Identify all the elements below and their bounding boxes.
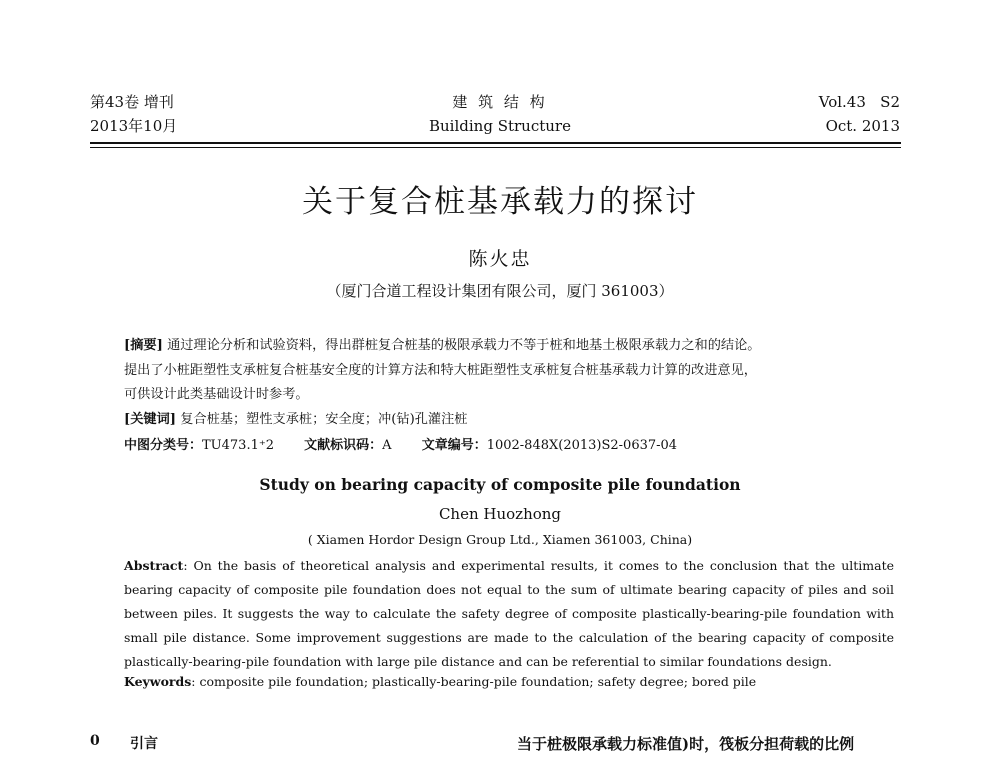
journal-volume-cn: 第43卷 增刊 xyxy=(90,93,174,111)
section-number: 0 xyxy=(90,733,100,749)
section-title: 引言 xyxy=(130,736,158,752)
paper-title-cn: 关于复合桩基承载力的探讨 xyxy=(302,184,698,220)
abstract-cn-line-1 xyxy=(124,334,904,359)
clc-value: TU473.1⁺2 xyxy=(202,438,274,453)
journal-date-en: Oct. 2013 xyxy=(825,117,900,135)
journal-volume-en: Vol.43 S2 xyxy=(818,93,900,111)
header-rule-thin xyxy=(90,147,901,148)
author-en: Chen Huozhong xyxy=(438,505,562,523)
keywords-cn xyxy=(124,408,904,433)
abstract-cn-label: [摘要] xyxy=(124,338,163,353)
abstract-cn-line-2: 提出了小桩距塑性支承桩复合桩基安全度的计算方法和特大桩距塑性支承桩复合桩基承载力计算的改进意见， xyxy=(124,362,757,378)
doc-code-value: A xyxy=(382,438,392,453)
journal-date-cn: 2013年10月 xyxy=(90,117,178,135)
author-cn: 陈火忠 xyxy=(468,248,532,270)
abstract-cn xyxy=(124,334,904,432)
abstract-cn-text-1: 通过理论分析和试验资料，得出群桩复合桩基的极限承载力不等于桩和地基土极限承载力之和的结论。 xyxy=(167,338,761,353)
header-rule-thick xyxy=(90,142,901,144)
abstract-cn-line-3: 可供设计此类基础设计时参考。 xyxy=(124,387,309,402)
keywords-en xyxy=(124,674,756,689)
journal-name-cn: 建 筑 结 构 xyxy=(452,93,548,111)
article-no-value: 1002-848X(2013)S2-0637-04 xyxy=(486,438,678,453)
body-text-line: 当于桩极限承载力标准值)时，筏板分担荷载的比例 xyxy=(517,735,855,753)
clc-label: 中图分类号： xyxy=(124,438,203,453)
abstract-en xyxy=(124,554,894,674)
abstract-en-label: Abstract xyxy=(124,558,184,573)
keywords-en-label: Keywords xyxy=(124,674,192,689)
affiliation-cn: （厦门合道工程设计集团有限公司，厦门 361003） xyxy=(326,282,674,300)
classification-line xyxy=(124,434,703,453)
keywords-cn-text: 复合桩基；塑性支承桩；安全度；冲(钻)孔灌注桩 xyxy=(180,411,468,427)
journal-name-en: Building Structure xyxy=(429,117,571,135)
paper-title-en: Study on bearing capacity of composite pile foundation xyxy=(259,475,741,494)
doc-code-label: 文献标识码： xyxy=(304,438,383,453)
abstract-en-text: : On the basis of theoretical analysis and experimental results, it comes to the conclusion that the ultimate bearing capacity of composite pile foundation does not equal to the sum of ultimate bearing capacity of piles and soil between piles. It suggests the way to calculate the safety degree of composite plastically-bearing-pile foundation with small pile distance. Some improvement suggestions are made to the calculation of the bearing capacity of composite plastically-bearing-pile foundation with large pile distance and can be referential to similar foundations design. xyxy=(124,558,894,669)
keywords-cn-label: [关键词] xyxy=(124,411,177,427)
article-no-label: 文章编号： xyxy=(421,438,487,453)
keywords-en-text: : composite pile foundation; plastically-bearing-pile foundation; safety degree; bored pile xyxy=(191,674,757,689)
affiliation-en: ( Xiamen Hordor Design Group Ltd., Xiamen 361003, China) xyxy=(307,532,693,547)
